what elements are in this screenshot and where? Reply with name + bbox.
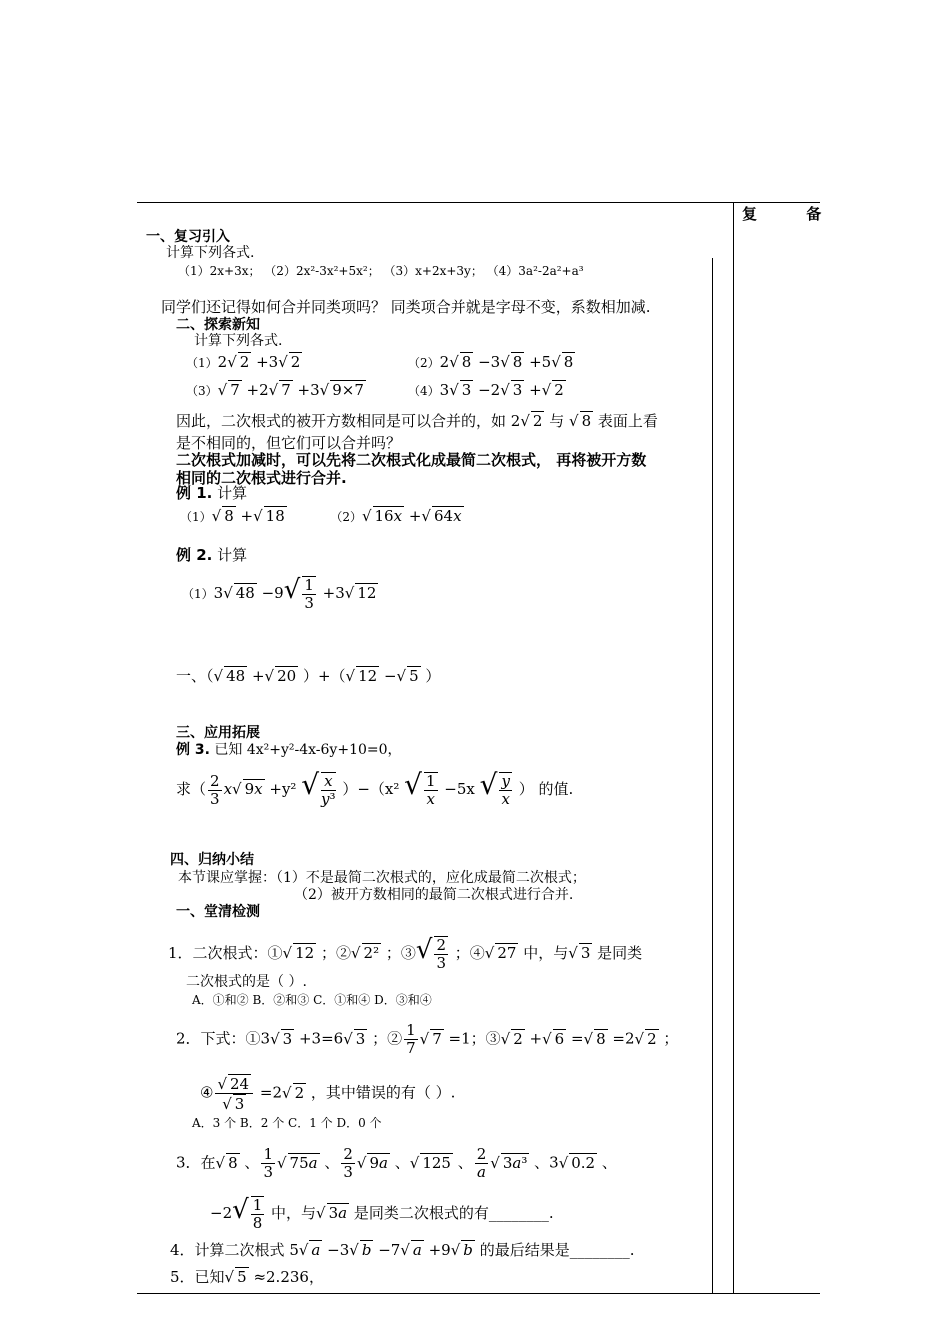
- side-column-header: 复 备: [742, 205, 844, 223]
- extra-mid: ）+（: [302, 667, 346, 685]
- explore-q1: （1）2√ 2 +3√ 2: [186, 351, 302, 374]
- example2-title: [176, 546, 247, 564]
- check-q4: 4．计算二次根式 5√ a −3√ b −7√ a +9√ b 的最后结果是________.: [170, 1239, 634, 1261]
- check-q5: 5．已知√ 5 ≈2.236，: [170, 1266, 324, 1288]
- q1-tail: 中，与: [523, 944, 569, 962]
- example1-label: 例 1.: [176, 484, 213, 502]
- apply-heading: 三、应用拓展: [176, 725, 260, 741]
- inner-divider: [712, 258, 713, 1293]
- explore-rule-line1: 二次根式加减时，可以先将二次根式化成最简二次根式， 再将被开方数: [176, 451, 647, 469]
- extra-end: ）: [425, 667, 441, 685]
- check-q2-options: A．3 个 B．2 个 C．1 个 D．0 个: [192, 1116, 382, 1130]
- explore-para2: 是不相同的，但它们可以合并吗？: [176, 434, 402, 452]
- q2-prefix: 2．下式：①: [176, 1029, 261, 1048]
- q2-line2-tail: ，其中错误的有（ ）.: [310, 1083, 456, 1102]
- example1-p1: （1）: [180, 510, 212, 524]
- q3-prefix: 3．在: [176, 1153, 216, 1172]
- review-items: （1）2x+3x； （2）2x²-3x²+5x²； （3）x+2x+3y； （4）3a²-2a²+a³: [178, 264, 584, 278]
- q4-tail: 的最后结果是________.: [479, 1241, 635, 1259]
- example2-p1: （1）: [182, 587, 214, 601]
- check-heading: 一、堂清检测: [176, 904, 260, 920]
- review-heading: 一、复习引入: [146, 229, 230, 245]
- explore-prompt: 计算下列各式.: [194, 333, 283, 349]
- explore-q3: （3）√ 7 +2√ 7 +3√ 9×7: [186, 379, 366, 402]
- example2-part1: （1）3√ 48 −9√ $\frac{1}{3}$ +3√ 12: [182, 576, 378, 612]
- ask-end: 的值.: [538, 780, 574, 798]
- explore-rule-line2: 相同的二次根式进行合并.: [176, 469, 347, 487]
- check-q2: 2．下式：①3√ 3 +3=6√ 3 ；② $\frac{1}{7}$ √ 7 =1；③√ 2 +√ 6 =√ 8 =2√ 2 ；: [176, 1022, 678, 1057]
- q3-line2-tail: 是同类二次根式的有________.: [353, 1204, 554, 1222]
- summary-line2: （2）被开方数相同的最简二次根式进行合并.: [294, 887, 574, 903]
- column-divider: [733, 202, 734, 1293]
- summary-heading: 四、归纳小结: [170, 852, 254, 868]
- para1-end: 表面上看: [597, 412, 658, 430]
- example2-label: 例 2.: [176, 546, 213, 564]
- explore-para1: 因此，二次根式的被开方数相同是可以合并的，如 2√ 2 与 √ 8 表面上看: [176, 410, 658, 432]
- example1-text: 计算: [217, 484, 248, 502]
- check-q1-line2: 二次根式的是（ ）.: [186, 974, 307, 990]
- check-q2-line2: ④ √ 24 √ 3 =2√ 2 ，其中错误的有（ ）.: [200, 1074, 455, 1113]
- q3-label: （3）: [186, 384, 218, 398]
- review-prompt: 计算下列各式.: [166, 245, 255, 261]
- example1-parts: （1）√ 8 +√ 18 （2）√ 16x +√ 64x: [180, 505, 464, 528]
- q4-text: 4．计算二次根式: [170, 1241, 285, 1259]
- extra-label: 一、（: [176, 667, 214, 685]
- q2-label: （2）: [408, 356, 440, 370]
- example3-label: 例 3.: [176, 742, 210, 758]
- para1-text: 因此，二次根式的被开方数相同是可以合并的，如: [176, 412, 507, 430]
- example1-title: [176, 484, 247, 502]
- q1-prefix: 1．二次根式：①: [168, 944, 283, 962]
- example3-given: 已知 4x²+y²-4x-6y+10=0，: [214, 742, 402, 758]
- q4-label: （4）: [408, 384, 440, 398]
- check-q3: 3．在√ 8 、 $\frac{1}{3}$ √ 75a 、 $\frac{2}{3}$ √ 9a 、√ 125 、 $\frac{2}{a}$ √ 3a³ 、3√ 0.2 、: [176, 1146, 617, 1181]
- ask-open: 求（: [176, 780, 207, 798]
- explore-q2: （2）2√ 8 −3√ 8 +5√ 8: [408, 351, 575, 374]
- q5-tail: ≈2.236，: [253, 1268, 324, 1286]
- apply-ask: 求（ $\frac{2}{3}$ x√ 9x +y² √ $\frac{x}{\text{y³}}$ ）−（x² √ $\frac{1}{x}$ −5x √ $\frac{y}{x}$ ） 的值.: [176, 772, 573, 808]
- check-q1-options: A．①和② B．②和③ C．①和④ D．③和④: [192, 993, 432, 1007]
- q5-text: 5．已知: [170, 1268, 225, 1286]
- explore-heading: 二、探索新知: [176, 317, 260, 333]
- summary-line1: 本节课应掌握：（1）不是最简二次根式的，应化成最简二次根式；: [178, 870, 586, 886]
- review-note: 同学们还记得如何合并同类项吗？ 同类项合并就是字母不变，系数相加减.: [161, 298, 651, 316]
- example-extra: 一、（√ 48 +√ 20 ）+（√ 12 −√ 5 ）: [176, 665, 440, 687]
- apply-given-line: [176, 741, 402, 759]
- q1-label: （1）: [186, 356, 218, 370]
- check-q1: 1．二次根式：①√ 12 ；②√ 2² ；③√ $\frac{2}{3}$ ；④√ 27 中，与√ 3 是同类: [168, 936, 642, 972]
- table-bottom-border: [137, 1293, 820, 1294]
- check-q3-line2: −2√ $\frac{1}{8}$ 中，与√ 3a 是同类二次根式的有________.: [210, 1196, 554, 1232]
- explore-q4: （4）3√ 3 −2√ 3 +√ 2: [408, 379, 566, 402]
- example2-text: 计算: [217, 546, 248, 564]
- example1-p2: （2）: [330, 510, 362, 524]
- table-top-border: [137, 202, 820, 203]
- q1-tail2: 是同类: [597, 944, 643, 962]
- para1-mid: 与: [549, 412, 565, 430]
